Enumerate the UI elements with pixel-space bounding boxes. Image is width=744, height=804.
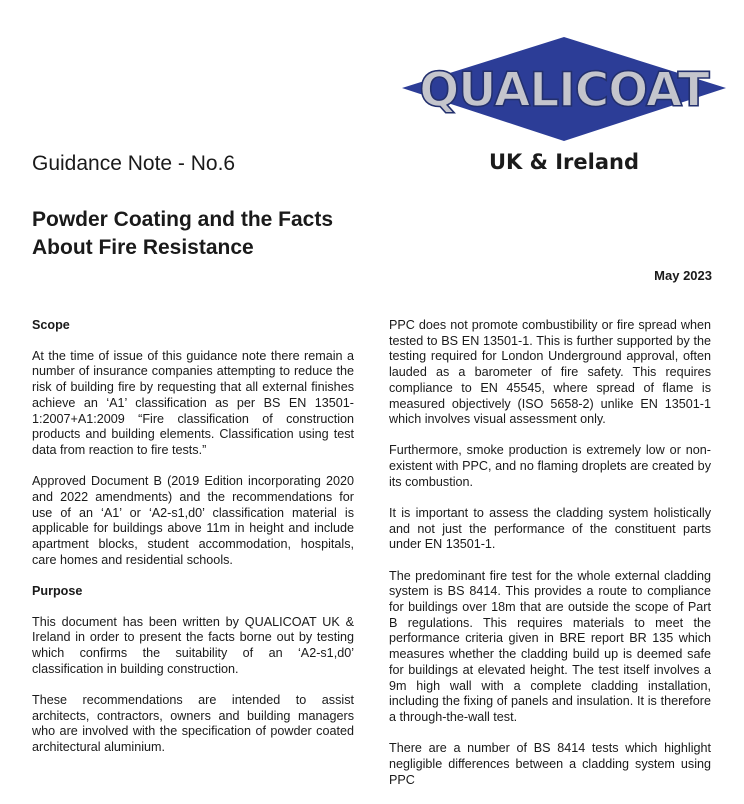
guidance-note-label: Guidance Note - No.6 [32,152,236,175]
page-title: Powder Coating and the Facts About Fire Resistance [32,208,334,259]
scope-heading: Scope [32,318,70,332]
purpose-heading: Purpose [32,583,83,598]
left-column [32,318,354,771]
publication-date: May 2023 [654,268,712,283]
right-paragraph-2: Furthermore, smoke production is extremely low or non-existent with PPC, and no flaming droplets are created by its combustion. [389,443,711,489]
purpose-paragraph-1: This document has been written by QUALICOAT UK & Ireland in order to present the facts borne out by testing which confirms the suitability of an ‘A2-s1,d0’ classification in building construction. [32,614,354,676]
scope-paragraph-1: At the time of issue of this guidance note there remain a number of insurance companies attempting to reduce the risk of building fire by requesting that all external finishes achieve an ‘A1’ classification as per BS EN 13501-1:2007+A1:2009 “Fire classification of construction products and building elements. Classification using test data from reaction to fire tests.” [32,348,354,457]
qualicoat-logo-mark [394,30,734,145]
logo-wordmark: QUALICOAT [419,63,709,118]
logo-subtitle: UK & Ireland [488,150,640,174]
right-paragraph-5: There are a number of BS 8414 tests which highlight negligible differences between a cladding system using PPC [389,741,711,787]
right-paragraph-3: It is important to assess the cladding system holistically and not just the performance of the constituent parts under EN 13501-1. [389,506,711,552]
right-column [389,318,711,804]
right-paragraph-4: The predominant fire test for the whole external cladding system is BS 8414. This provides a route to compliance for buildings over 18m that are outside the scope of Part B regulations. This requires materials to meet the performance criteria given in BRE report BR 135 which measures whether the cladding build up is deemed safe for buildings at elevated height. The test itself involves a 9m high wall with a complete cladding installation, including the fixing of panels and insulation. It is therefore a through-the-wall test. [389,568,711,724]
right-paragraph-1: PPC does not promote combustibility or fire spread when tested to BS EN 13501-1. This is further supported by the testing required for London Underground approval, often lauded as a barometer of fire safety. This requires compliance to EN 45545, where spread of flame is measured objectively (ISO 5658-2) unlike EN 13501-1 which involves visual assessment only. [389,318,711,427]
scope-paragraph-2: Approved Document B (2019 Edition incorporating 2020 and 2022 amendments) and the recommendations for use of an ‘A1’ or ‘A2-s1,d0’ classification material is applicable for buildings above 11m in height and include apartment blocks, student accommodation, hospitals, care homes and residential schools. [32,474,354,567]
purpose-paragraph-2: These recommendations are intended to assist architects, contractors, owners and building managers who are involved with the specification of powder coated architectural aluminium. [32,692,354,754]
qualicoat-logo [394,30,734,178]
